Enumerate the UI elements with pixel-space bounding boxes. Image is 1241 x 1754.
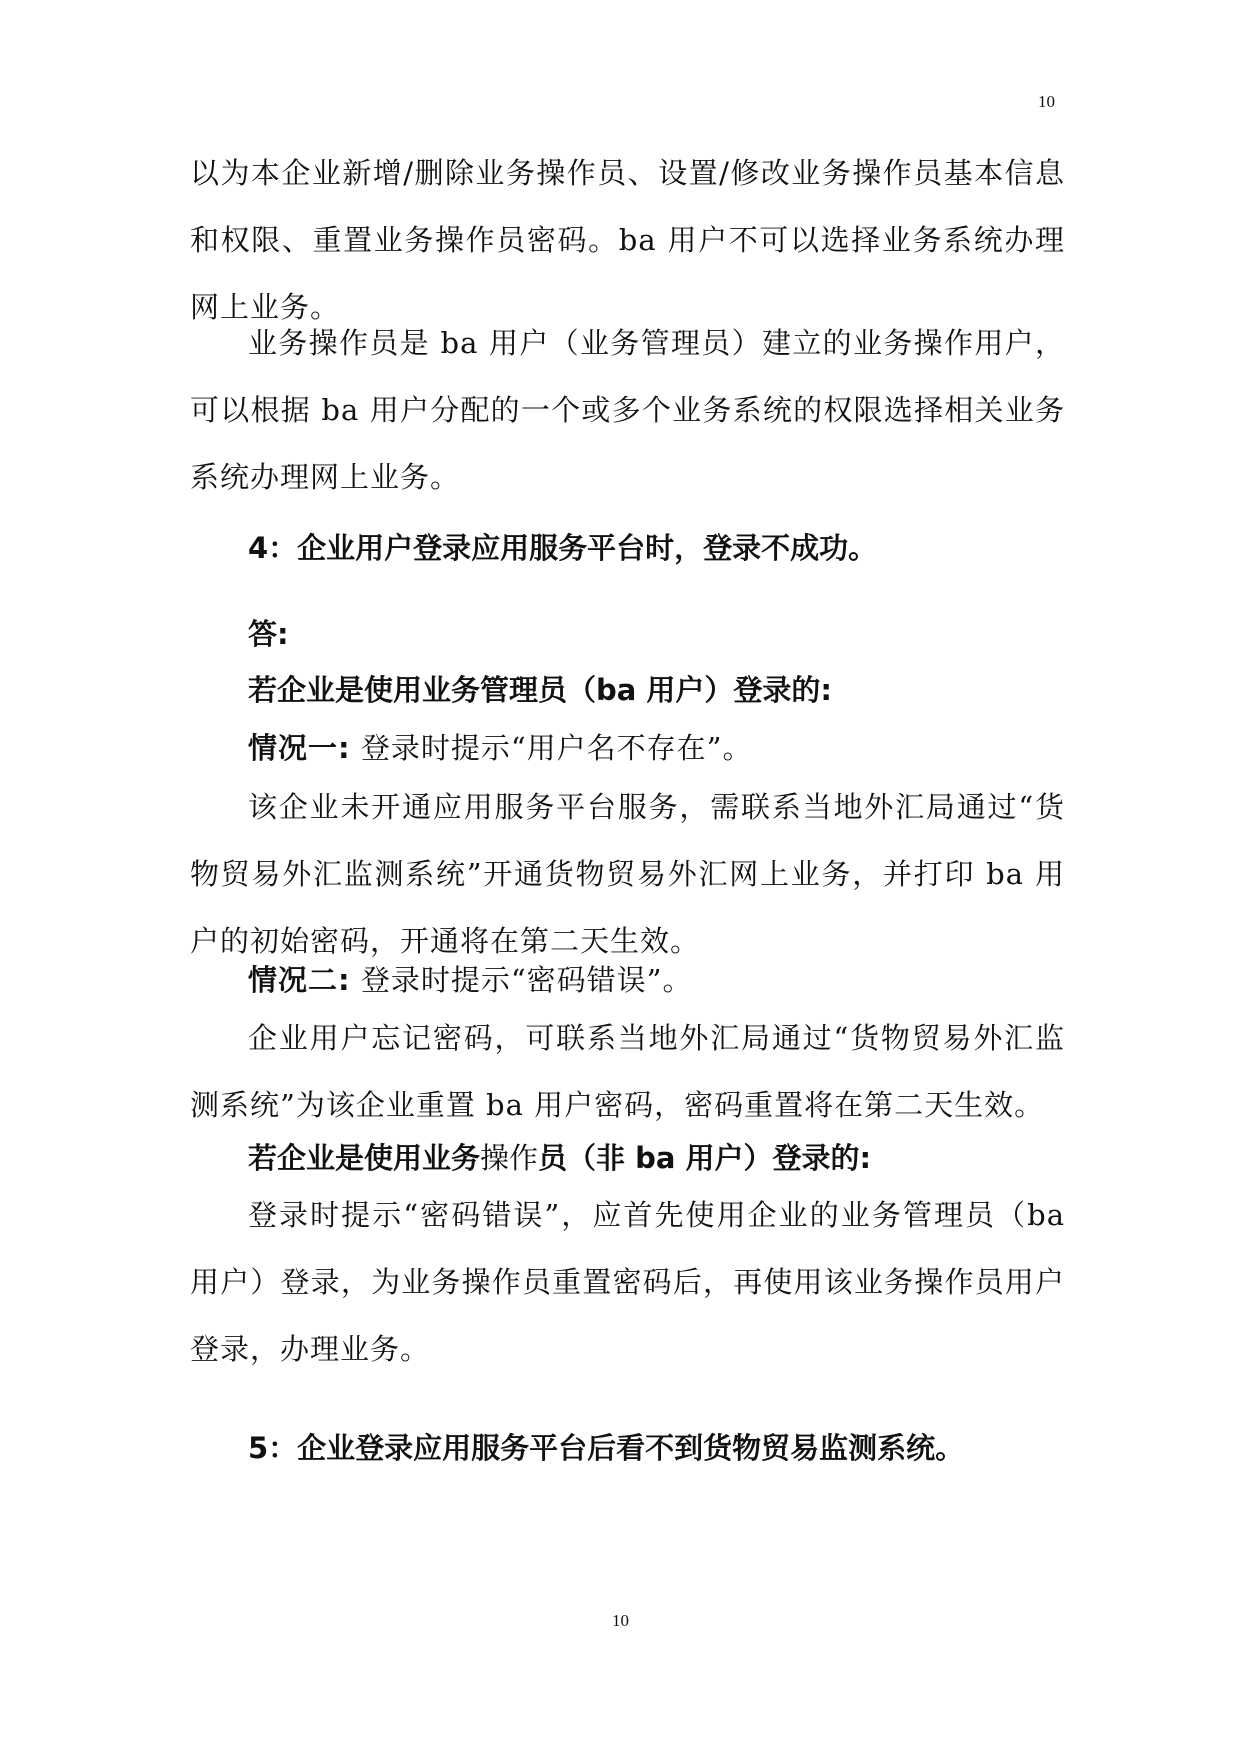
ba-login-heading: 若企业是使用业务管理员（ba 用户）登录的: xyxy=(248,673,833,707)
question-4-heading: 4：企业用户登录应用服务平台时，登录不成功。 xyxy=(248,531,878,565)
case-1-text: 登录时提示“用户名不存在”。 xyxy=(360,731,753,765)
operator-login-detail: 登录时提示“密码错误”，应首先使用企业的业务管理员（ba 用户）登录，为业务操作员重置密码后，再使用该业务操作员用户登录，办理业务。 xyxy=(190,1198,1065,1366)
case-1-line xyxy=(248,726,752,767)
page-number-bottom: 10 xyxy=(612,1611,629,1630)
case-2-line xyxy=(248,958,692,999)
operator-heading-part-b: 操作 xyxy=(480,1141,539,1175)
case-2-label: 情况二: xyxy=(248,963,351,997)
paragraph-ba-permissions: 以为本企业新增/删除业务操作员、设置/修改业务操作员基本信息和权限、重置业务操作员密码。ba 用户不可以选择业务系统办理网上业务。 xyxy=(190,156,1065,324)
operator-heading-part-a: 若企业是使用业务 xyxy=(248,1141,481,1175)
case-2-text: 登录时提示“密码错误”。 xyxy=(360,963,693,997)
case-2-detail: 企业用户忘记密码，可联系当地外汇局通过“货物贸易外汇监测系统”为该企业重置 ba 用户密码，密码重置将在第二天生效。 xyxy=(190,1021,1065,1122)
page-number-top: 10 xyxy=(1038,92,1055,111)
paragraph-operator-definition: 业务操作员是 ba 用户（业务管理员）建立的业务操作用户，可以根据 ba 用户分配的一个或多个业务系统的权限选择相关业务系统办理网上业务。 xyxy=(190,326,1065,494)
operator-login-heading xyxy=(248,1136,871,1177)
question-5-heading: 5：企业登录应用服务平台后看不到货物贸易监测系统。 xyxy=(248,1431,965,1465)
case-1-detail: 该企业未开通应用服务平台服务，需联系当地外汇局通过“货物贸易外汇监测系统”开通货物贸易外汇网上业务，并打印 ba 用户的初始密码，开通将在第二天生效。 xyxy=(190,790,1065,958)
operator-heading-part-c: 员（非 ba 用户）登录的: xyxy=(538,1141,872,1175)
case-1-label: 情况一: xyxy=(248,731,351,765)
answer-label: 答: xyxy=(248,617,289,651)
